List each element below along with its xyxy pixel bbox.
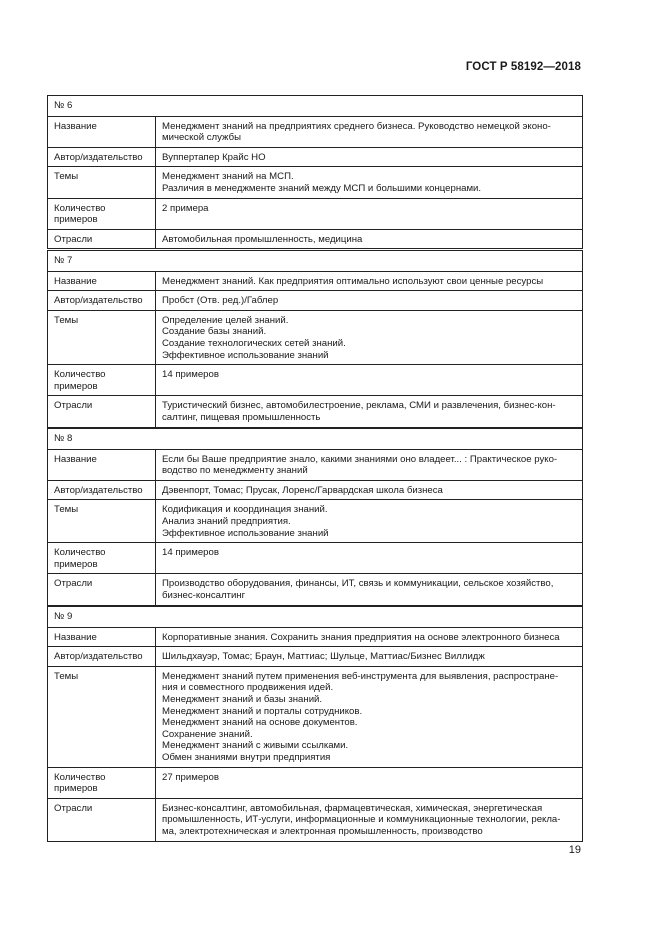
label-examples: Количество примеров <box>48 365 156 396</box>
label-topics: Темы <box>48 666 156 767</box>
entry-card-7 <box>47 250 583 428</box>
label-title: Название <box>48 449 156 480</box>
label-title: Название <box>48 116 156 147</box>
page-number: 19 <box>568 844 581 856</box>
value-examples: 27 примеров <box>156 767 583 798</box>
label-author: Автор/издательство <box>48 647 156 667</box>
value-industries: Туристический бизнес, автомобилестроение, реклама, СМИ и развлечения, бизнес-кон- салтинг, пищевая промышленность <box>156 396 583 427</box>
label-author: Автор/издательство <box>48 291 156 311</box>
value-industries: Автомобильная промышленность, медицина <box>156 229 583 249</box>
label-title: Название <box>48 627 156 647</box>
value-author: Вуппертапер Крайс НО <box>156 147 583 167</box>
entry-number: № 9 <box>48 607 583 628</box>
value-topics: Менеджмент знаний на МСП. Различия в менеджменте знаний между МСП и большими концернами. <box>156 167 583 198</box>
value-topics: Определение целей знаний. Создание базы знаний. Создание технологических сетей знаний. Эффективное использование знаний <box>156 310 583 364</box>
value-title: Менеджмент знаний. Как предприятия оптимально используют свои ценные ресурсы <box>156 271 583 291</box>
value-author: Пробст (Отв. ред.)/Габлер <box>156 291 583 311</box>
entry-card-9 <box>47 606 583 842</box>
label-examples: Количество примеров <box>48 543 156 574</box>
label-topics: Темы <box>48 310 156 364</box>
document-code: ГОСТ Р 58192—2018 <box>465 61 581 73</box>
label-industries: Отрасли <box>48 396 156 427</box>
value-topics: Менеджмент знаний путем применения веб-инструмента для выявления, распростране- ния и совместного продвижения идей. Менеджмент знаний и базы знаний. Менеджмент знаний и порталы сотрудников. Менеджмент знаний на основе документов. Сохранение знаний. Менеджмент знаний с живыми ссылками. Обмен знаниями внутри предприятия <box>156 666 583 767</box>
entry-card-6 <box>47 95 583 249</box>
label-author: Автор/издательство <box>48 147 156 167</box>
entry-number: № 6 <box>48 96 583 117</box>
label-examples: Количество примеров <box>48 767 156 798</box>
label-topics: Темы <box>48 500 156 543</box>
value-title: Менеджмент знаний на предприятиях среднего бизнеса. Руководство немецкой эконо- мической службы <box>156 116 583 147</box>
label-industries: Отрасли <box>48 798 156 841</box>
entry-number: № 7 <box>48 251 583 272</box>
label-title: Название <box>48 271 156 291</box>
entry-number: № 8 <box>48 429 583 450</box>
label-industries: Отрасли <box>48 574 156 605</box>
value-title: Корпоративные знания. Сохранить знания предприятия на основе электронного бизнеса <box>156 627 583 647</box>
value-industries: Производство оборудования, финансы, ИТ, связь и коммуникации, сельское хозяйство, бизнес-консалтинг <box>156 574 583 605</box>
value-title: Если бы Ваше предприятие знало, какими знаниями оно владеет... : Практическое руко- водство по менеджменту знаний <box>156 449 583 480</box>
value-author: Шильдхауэр, Томас; Браун, Маттиас; Шульце, Маттиас/Бизнес Виллидж <box>156 647 583 667</box>
label-topics: Темы <box>48 167 156 198</box>
value-topics: Кодификация и координация знаний. Анализ знаний предприятия. Эффективное использование знаний <box>156 500 583 543</box>
value-examples: 14 примеров <box>156 365 583 396</box>
label-examples: Количество примеров <box>48 198 156 229</box>
entry-card-8 <box>47 428 583 606</box>
value-examples: 2 примера <box>156 198 583 229</box>
value-examples: 14 примеров <box>156 543 583 574</box>
label-industries: Отрасли <box>48 229 156 249</box>
value-industries: Бизнес-консалтинг, автомобильная, фармацевтическая, химическая, энергетическая промышленность, ИТ-услуги, информационные и коммуникационные технологии, рекла- ма, электротехническая и электронная промышленность, производство <box>156 798 583 841</box>
label-author: Автор/издательство <box>48 480 156 500</box>
value-author: Дэвенпорт, Томас; Прусак, Лоренс/Гарвардская школа бизнеса <box>156 480 583 500</box>
